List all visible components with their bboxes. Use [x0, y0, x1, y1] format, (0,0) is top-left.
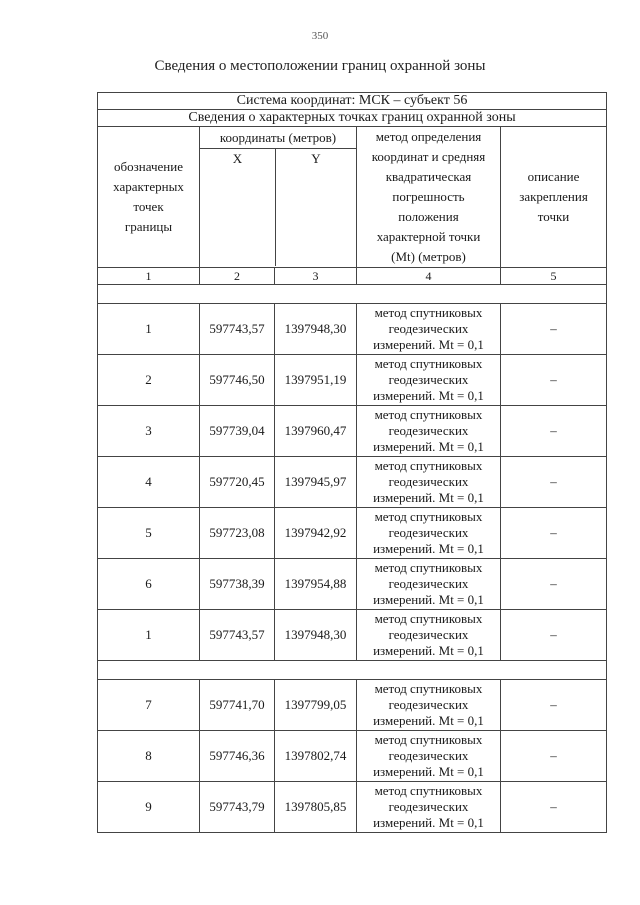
column-number: 3: [275, 268, 357, 285]
method-line: метод спутниковых: [374, 509, 483, 524]
coordinate-y: 1397954,88: [275, 559, 357, 610]
column-number: 1: [98, 268, 200, 285]
point-designation: 6: [98, 559, 200, 610]
method-description: [357, 731, 501, 782]
method-line: геодезических: [388, 748, 469, 763]
method-line: геодезических: [388, 525, 469, 540]
point-designation: 3: [98, 406, 200, 457]
coordinate-x: 597720,45: [200, 457, 275, 508]
method-line: геодезических: [388, 474, 469, 489]
table-row: [98, 406, 607, 457]
point-fixing-description: –: [501, 355, 607, 406]
point-fixing-description: –: [501, 304, 607, 355]
header-x: X: [200, 149, 276, 266]
header-coordinates-title: координаты (метров): [200, 128, 356, 149]
table-subtitle: Сведения о характерных точках границ охранной зоны: [98, 110, 607, 127]
table-row: [98, 559, 607, 610]
method-line: измерений. Mt = 0,1: [373, 388, 484, 403]
coordinate-y: 1397960,47: [275, 406, 357, 457]
method-line: метод спутниковых: [374, 732, 483, 747]
table-subtitle-row: [98, 110, 607, 127]
method-line: метод спутниковых: [374, 356, 483, 371]
coordinate-system-row: [98, 93, 607, 110]
point-designation: 2: [98, 355, 200, 406]
column-number: 4: [357, 268, 501, 285]
method-line: измерений. Mt = 0,1: [373, 337, 484, 352]
point-designation: 9: [98, 782, 200, 833]
point-designation: 1: [98, 610, 200, 661]
header-description: описание закрепления точки: [501, 127, 607, 268]
method-description: [357, 559, 501, 610]
table-row: [98, 457, 607, 508]
coordinate-x: 597746,36: [200, 731, 275, 782]
header-y: Y: [311, 151, 321, 166]
table-header-row: [98, 127, 607, 268]
coordinate-x: 597743,57: [200, 304, 275, 355]
point-fixing-description: –: [501, 406, 607, 457]
method-line: метод спутниковых: [374, 458, 483, 473]
coordinate-y: 1397945,97: [275, 457, 357, 508]
coordinate-system-label: Система координат: МСК – субъект 56: [98, 93, 607, 110]
method-description: [357, 508, 501, 559]
coordinate-x: 597746,50: [200, 355, 275, 406]
method-line: метод спутниковых: [374, 560, 483, 575]
point-fixing-description: –: [501, 731, 607, 782]
point-designation: 7: [98, 680, 200, 731]
group-separator-row: [98, 661, 607, 680]
point-designation: 8: [98, 731, 200, 782]
column-numbers-row: [98, 268, 607, 285]
method-description: [357, 782, 501, 833]
table-row: [98, 610, 607, 661]
point-designation: 5: [98, 508, 200, 559]
group-separator-row: [98, 285, 607, 304]
method-line: измерений. Mt = 0,1: [373, 541, 484, 556]
method-line: измерений. Mt = 0,1: [373, 643, 484, 658]
table-row: [98, 304, 607, 355]
coordinate-x: 597738,39: [200, 559, 275, 610]
method-line: измерений. Mt = 0,1: [373, 490, 484, 505]
method-description: [357, 304, 501, 355]
coordinate-x: 597741,70: [200, 680, 275, 731]
table-row: [98, 355, 607, 406]
method-line: измерений. Mt = 0,1: [373, 439, 484, 454]
table-row: [98, 508, 607, 559]
method-line: геодезических: [388, 697, 469, 712]
method-description: [357, 457, 501, 508]
method-description: [357, 610, 501, 661]
method-description: [357, 406, 501, 457]
group-separator: [98, 661, 607, 680]
coordinate-x: 597723,08: [200, 508, 275, 559]
header-designation: обозначение характерных точек границы: [98, 127, 200, 268]
header-method: метод определения координат и средняя квадратическая погрешность положения характерной точки (Mt) (метров): [357, 127, 501, 268]
method-line: геодезических: [388, 627, 469, 642]
header-coordinates: [200, 127, 357, 268]
point-fixing-description: –: [501, 782, 607, 833]
method-line: измерений. Mt = 0,1: [373, 713, 484, 728]
point-designation: 1: [98, 304, 200, 355]
column-number: 2: [200, 268, 275, 285]
point-fixing-description: –: [501, 508, 607, 559]
method-description: [357, 680, 501, 731]
table-row: [98, 731, 607, 782]
method-line: измерений. Mt = 0,1: [373, 815, 484, 830]
method-line: геодезических: [388, 576, 469, 591]
coordinate-x: 597743,57: [200, 610, 275, 661]
page-number: 350: [311, 30, 329, 42]
coordinate-x: 597739,04: [200, 406, 275, 457]
coordinate-y: 1397948,30: [275, 610, 357, 661]
coordinate-y: 1397805,85: [275, 782, 357, 833]
method-line: метод спутниковых: [374, 783, 483, 798]
method-line: метод спутниковых: [374, 305, 483, 320]
table-row: [98, 680, 607, 731]
method-line: геодезических: [388, 423, 469, 438]
method-line: геодезических: [388, 799, 469, 814]
method-line: метод спутниковых: [374, 611, 483, 626]
point-fixing-description: –: [501, 680, 607, 731]
document-title: Сведения о местоположении границ охранной зоны: [154, 58, 486, 74]
method-line: геодезических: [388, 372, 469, 387]
group-separator: [98, 285, 607, 304]
method-description: [357, 355, 501, 406]
coordinate-y: 1397799,05: [275, 680, 357, 731]
method-line: геодезических: [388, 321, 469, 336]
table-row: [98, 782, 607, 833]
method-line: измерений. Mt = 0,1: [373, 764, 484, 779]
coordinate-y: 1397948,30: [275, 304, 357, 355]
point-fixing-description: –: [501, 457, 607, 508]
coordinate-y: 1397802,74: [275, 731, 357, 782]
point-fixing-description: –: [501, 559, 607, 610]
coordinate-y: 1397942,92: [275, 508, 357, 559]
coordinates-table: [97, 92, 607, 833]
method-line: метод спутниковых: [374, 407, 483, 422]
point-fixing-description: –: [501, 610, 607, 661]
point-designation: 4: [98, 457, 200, 508]
method-line: метод спутниковых: [374, 681, 483, 696]
coordinate-y: 1397951,19: [275, 355, 357, 406]
column-number: 5: [501, 268, 607, 285]
coordinate-x: 597743,79: [200, 782, 275, 833]
method-line: измерений. Mt = 0,1: [373, 592, 484, 607]
